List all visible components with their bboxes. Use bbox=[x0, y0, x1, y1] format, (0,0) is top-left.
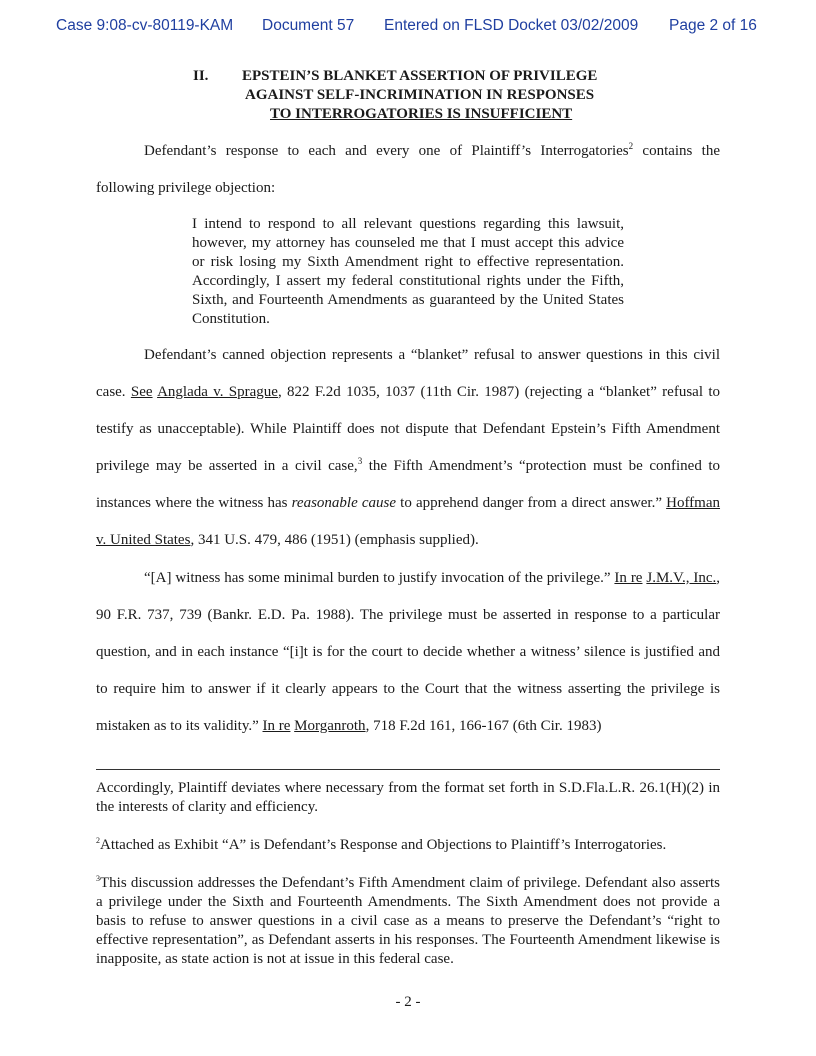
case-citation: J.M.V., Inc. bbox=[646, 570, 717, 586]
case-citation: Anglada v. Sprague bbox=[157, 384, 278, 400]
block-quote: I intend to respond to all relevant questions regarding this lawsuit, however, my attorney has counseled me that I must accept this advice or risk losing my Sixth Amendment right to effective representation. Accordingly, I assert my federal constitutional rights under the Fifth, Sixth, and Fourteenth Amendments as guaranteed by the United States Constitution. bbox=[192, 216, 624, 327]
footnote-ref-2: 2 bbox=[628, 141, 634, 151]
footnote-3: $^3$This discussion addresses the Defendant’s Fifth Amendment claim of privilege. Defendant also asserts a privilege under the Sixth and Fourteenth Amendments. The Sixth Amendment does not provide a basis to refuse to answer questions in a civil case as a means to preserve the Defendant’s “right to effective representation”, as Defendant asserts in his responses. The Fourteenth Amendment likewise is inapposite, as state action is not at issue in this federal case. bbox=[96, 874, 720, 967]
footnote-2: $^2$Attached as Exhibit “A” is Defendant’s Response and Objections to Plaintiff’s Interrogatories. bbox=[96, 836, 667, 853]
section-title-line2: AGAINST SELF-INCRIMINATION IN RESPONSES bbox=[245, 87, 595, 103]
footnote-mark: 3 bbox=[96, 874, 100, 883]
footnote-continuation: Accordingly, Plaintiff deviates where necessary from the format set forth in S.D.Fla.L.R. 26.1(H)(2) in the interests of clarity and efficiency. bbox=[96, 780, 720, 815]
section-number: II. bbox=[193, 68, 209, 84]
signal-in-re: In re bbox=[262, 718, 291, 734]
emphasis-text: reasonable cause bbox=[291, 495, 397, 511]
signal-see: See bbox=[130, 384, 153, 400]
section-title-line1: EPSTEIN’S BLANKET ASSERTION OF PRIVILEGE bbox=[242, 68, 598, 84]
paragraph-intro: Defendant’s response to each and every one of Plaintiff’s Interrogatories$^2$ contains the following privilege objection: bbox=[96, 141, 720, 196]
footnote-mark: 2 bbox=[96, 836, 100, 845]
footnote-ref-3: 3 bbox=[357, 456, 363, 466]
case-number: Case 9:08-cv-80119-KAM bbox=[56, 17, 234, 34]
paragraph-burden: “[A] witness has some minimal burden to justify invocation of the privilege.” In re J.M.V., Inc., 90 F.R. 737, 739 (Bankr. E.D. Pa. 1988). The privilege must be asserted in response to a particular question, and in each instance “[i]t is for the court to decide whether a witness’ silence is justified and to require him to answer if it clearly appears to the Court that the witness asserting the privilege is mistaken as to its validity.” In re Morganroth, 718 F.2d 161, 166-167 (6th Cir. 1983) bbox=[96, 570, 720, 734]
case-citation: Morganroth bbox=[294, 718, 366, 734]
page-indicator: Page 2 of 16 bbox=[669, 17, 757, 34]
signal-in-re: In re bbox=[614, 570, 643, 586]
section-title-line3: TO INTERROGATORIES IS INSUFFICIENT bbox=[270, 106, 573, 122]
case-citation: Hoffman v. United States bbox=[96, 495, 721, 548]
paragraph-blanket-refusal: Defendant’s canned objection represents a “blanket” refusal to answer questions in this civil case. See Anglada v. Sprague, 822 F.2d 1035, 1037 (11th Cir. 1987) (rejecting a “blanket” refusal to testify as unacceptable). While Plaintiff does not dispute that Defendant Epstein’s Fifth Amendment privilege may be asserted in a civil case,$^3$ the Fifth Amendment’s “protection must be confined to instances where the witness has reasonable cause to apprehend danger from a direct answer.” Hoffman v. United States, 341 U.S. 479, 486 (1951) (emphasis supplied). bbox=[96, 347, 721, 548]
docket-entry-date: Entered on FLSD Docket 03/02/2009 bbox=[384, 17, 639, 34]
page-number: - 2 - bbox=[395, 994, 421, 1010]
document-number: Document 57 bbox=[262, 17, 355, 34]
footnote-separator bbox=[96, 769, 720, 770]
